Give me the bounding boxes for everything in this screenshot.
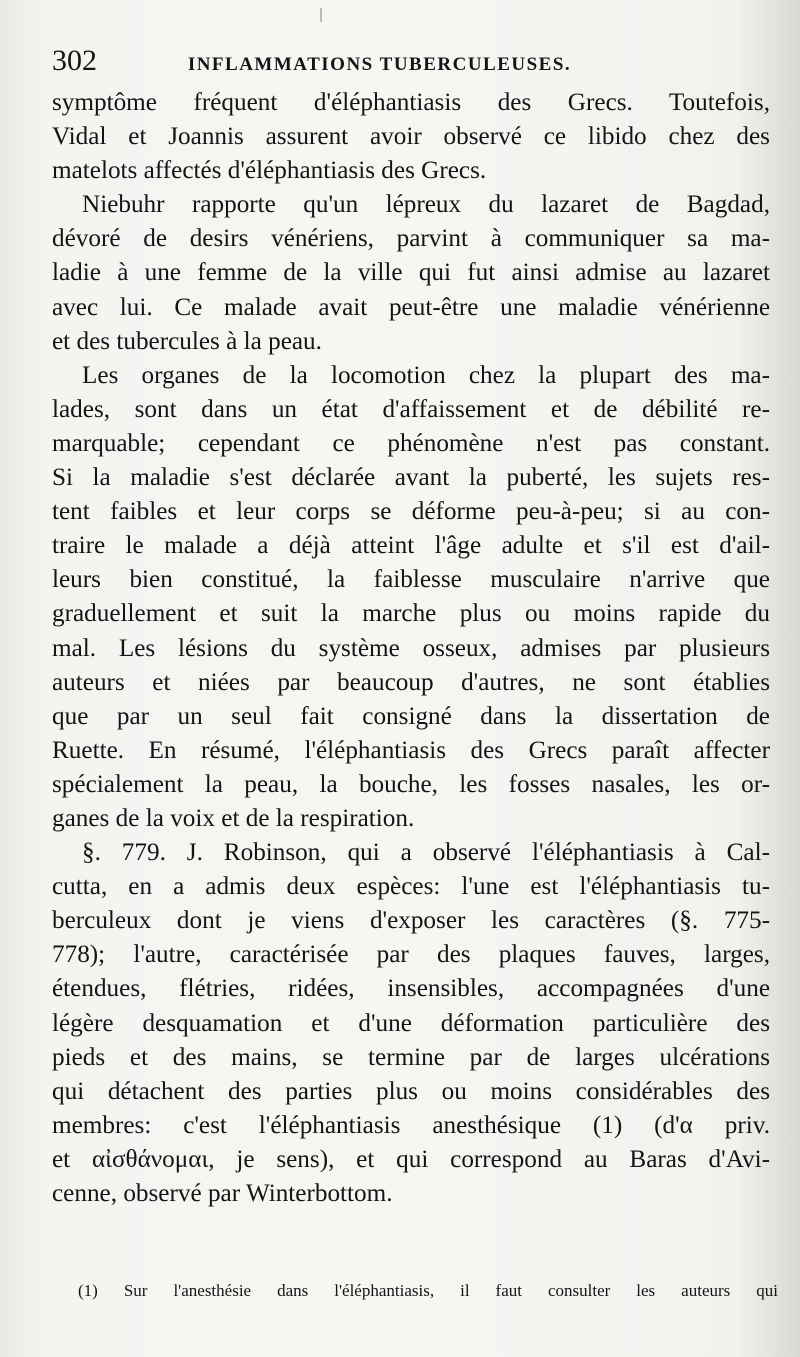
text-line: tent faibles et leur corps se déforme peu-à-peu; si au con- — [52, 498, 770, 526]
page-speck — [320, 8, 322, 22]
text-line: leurs bien constitué, la faiblesse musculaire n'arrive que — [52, 566, 770, 594]
text-line: et des tubercules à la peau. — [52, 327, 322, 355]
main-text — [52, 86, 770, 1211]
page-number: 302 — [52, 44, 97, 77]
text-line: Les organes de la locomotion chez la plupart des ma- — [82, 361, 770, 389]
text-line: berculeux dont je viens d'exposer les caractères (§. 775- — [52, 907, 770, 935]
text-line: dévoré de desirs vénériens, parvint à communiquer sa ma- — [52, 225, 770, 253]
text-line: avec lui. Ce malade avait peut-être une maladie vénérienne — [52, 293, 770, 321]
text-line: et αἰσθάνομαι, je sens), et qui correspond au Baras d'Avi- — [52, 1145, 770, 1173]
text-line: ganes de la voix et de la respiration. — [52, 804, 415, 832]
text-line: pieds et des mains, se termine par de larges ulcérations — [52, 1043, 770, 1071]
text-line: auteurs et niées par beaucoup d'autres, ne sont établies — [52, 668, 770, 696]
text-line: cutta, en a admis deux espèces: l'une est l'éléphantiasis tu- — [52, 873, 770, 901]
paragraph-1 — [52, 86, 770, 188]
text-line: Niebuhr rapporte qu'un lépreux du lazaret de Bagdad, — [82, 191, 770, 219]
paragraph-3 — [52, 359, 770, 836]
paragraph-2 — [52, 188, 770, 358]
text-line: graduellement et suit la marche plus ou moins rapide du — [52, 600, 770, 628]
text-line: symptôme fréquent d'éléphantiasis des Grecs. Toutefois, — [52, 89, 770, 116]
text-line: lades, sont dans un état d'affaissement et de débilité re- — [52, 395, 770, 423]
footnote: (1) Sur l'anesthésie dans l'éléphantiasis, il faut consulter les auteurs qui — [78, 1281, 778, 1300]
text-line: Si la maladie s'est déclarée avant la puberté, les sujets res- — [52, 464, 770, 492]
text-line: ladie à une femme de la ville qui fut ainsi admise au lazaret — [52, 259, 770, 287]
text-line: §. 779. J. Robinson, qui a observé l'éléphantiasis à Cal- — [82, 839, 770, 867]
text-line: étendues, flétries, ridées, insensibles, accompagnées d'une — [52, 975, 770, 1003]
paragraph-4 — [52, 836, 770, 1211]
text-line: matelots affectés d'éléphantiasis des Grecs. — [52, 157, 487, 185]
text-line: 778); l'autre, caractérisée par des plaques fauves, larges, — [52, 941, 770, 969]
text-line: spécialement la peau, la bouche, les fosses nasales, les or- — [52, 770, 770, 798]
page-header — [52, 44, 762, 84]
text-line: légère desquamation et d'une déformation particulière des — [52, 1009, 770, 1037]
running-head: INFLAMMATIONS TUBERCULEUSES. — [187, 54, 572, 75]
text-line: membres: c'est l'éléphantiasis anesthésique (1) (d'α priv. — [52, 1111, 770, 1139]
text-line: marquable; cependant ce phénomène n'est pas constant. — [52, 429, 770, 457]
text-line: Vidal et Joannis assurent avoir observé ce libido chez des — [52, 123, 770, 151]
text-line: traire le malade a déjà atteint l'âge adulte et s'il est d'ail- — [52, 532, 770, 560]
text-line: qui détachent des parties plus ou moins considérables des — [52, 1077, 770, 1105]
text-line: Ruette. En résumé, l'éléphantiasis des Grecs paraît affecter — [52, 736, 770, 764]
text-line: que par un seul fait consigné dans la dissertation de — [52, 702, 770, 730]
text-line: cenne, observé par Winterbottom. — [52, 1180, 393, 1207]
text-line: mal. Les lésions du système osseux, admises par plusieurs — [52, 634, 770, 662]
